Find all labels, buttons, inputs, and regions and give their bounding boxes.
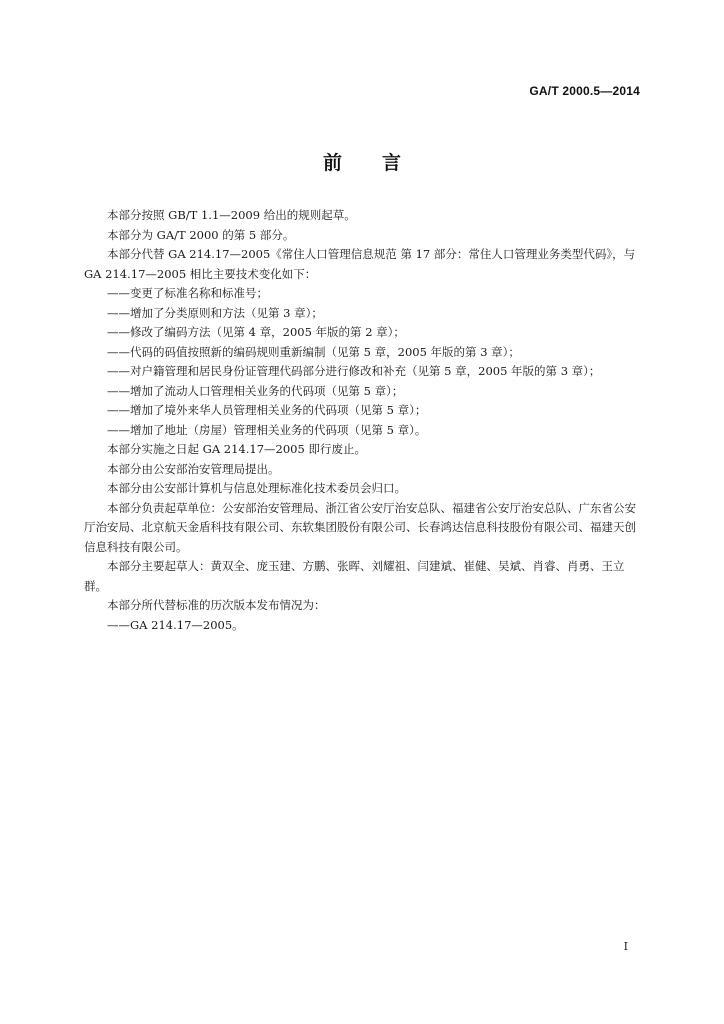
paragraph-replaces: 本部分代替 GA 214.17—2005《常住人口管理信息规范 第 17 部分：常住人口管理业务类型代码》，与 GA 214.17—2005 相比主要技术变化如下： [84, 247, 636, 281]
paragraph-proposed-by: 本部分由公安部治安管理局提出。 [107, 461, 280, 476]
changes-list [84, 284, 644, 440]
list-item: ——变更了标准名称和标准号； [107, 286, 268, 300]
paragraph-drafting-units: 本部分负责起草单位：公安部治安管理局、浙江省公安厅治安总队、福建省公安厅治安总队、广东省公安厅治安局、北京航天金盾科技有限公司、东软集团股份有限公司、长春鸿达信息科技股份有限公司、福建天创信息科技有限公司。 [84, 500, 636, 554]
list-item: ——代码的码值按照新的编码规则重新编制（见第 5 章，2005 年版的第 3 章）； [107, 344, 520, 359]
paragraph-previous-versions: 本部分所代替标准的历次版本发布情况为： [107, 598, 326, 612]
list-item: ——修改了编码方法（见第 4 章，2005 年版的第 2 章）； [107, 325, 405, 339]
standard-code: GA/T 2000.5—2014 [529, 84, 640, 98]
list-item: ——增加了分类原则和方法（见第 3 章）； [107, 305, 323, 320]
list-item: ——增加了流动人口管理相关业务的代码项（见第 5 章）； [107, 383, 404, 398]
list-item: ——对户籍管理和居民身份证管理代码部分进行修改和补充（见第 5 章，2005 年版的第 3 章）； [107, 364, 601, 378]
foreword-body [84, 206, 644, 635]
paragraph-part-number: 本部分为 GA/T 2000 的第 5 部分。 [107, 227, 295, 242]
list-item: ——增加了境外来华人员管理相关业务的代码项（见第 5 章）； [107, 403, 427, 417]
previous-versions-list [84, 616, 644, 636]
list-item: ——增加了地址（房屋）管理相关业务的代码项（见第 5 章）。 [107, 422, 427, 437]
paragraph-under-jurisdiction: 本部分由公安部计算机与信息处理标准化技术委员会归口。 [107, 481, 406, 495]
paragraph-drafting-rules: 本部分按照 GB/T 1.1—2009 给出的规则起草。 [107, 208, 356, 222]
list-item: ——GA 214.17—2005。 [107, 617, 244, 632]
page-number: I [623, 940, 628, 953]
paragraph-abolish: 本部分实施之日起 GA 214.17—2005 即行废止。 [107, 442, 366, 456]
paragraph-drafters: 本部分主要起草人：黄双全、庞玉建、方鹏、张晖、刘耀祖、闫建斌、崔健、吴斌、肖睿、肖勇、王立群。 [84, 559, 625, 593]
page-title: 前言 [322, 152, 441, 174]
